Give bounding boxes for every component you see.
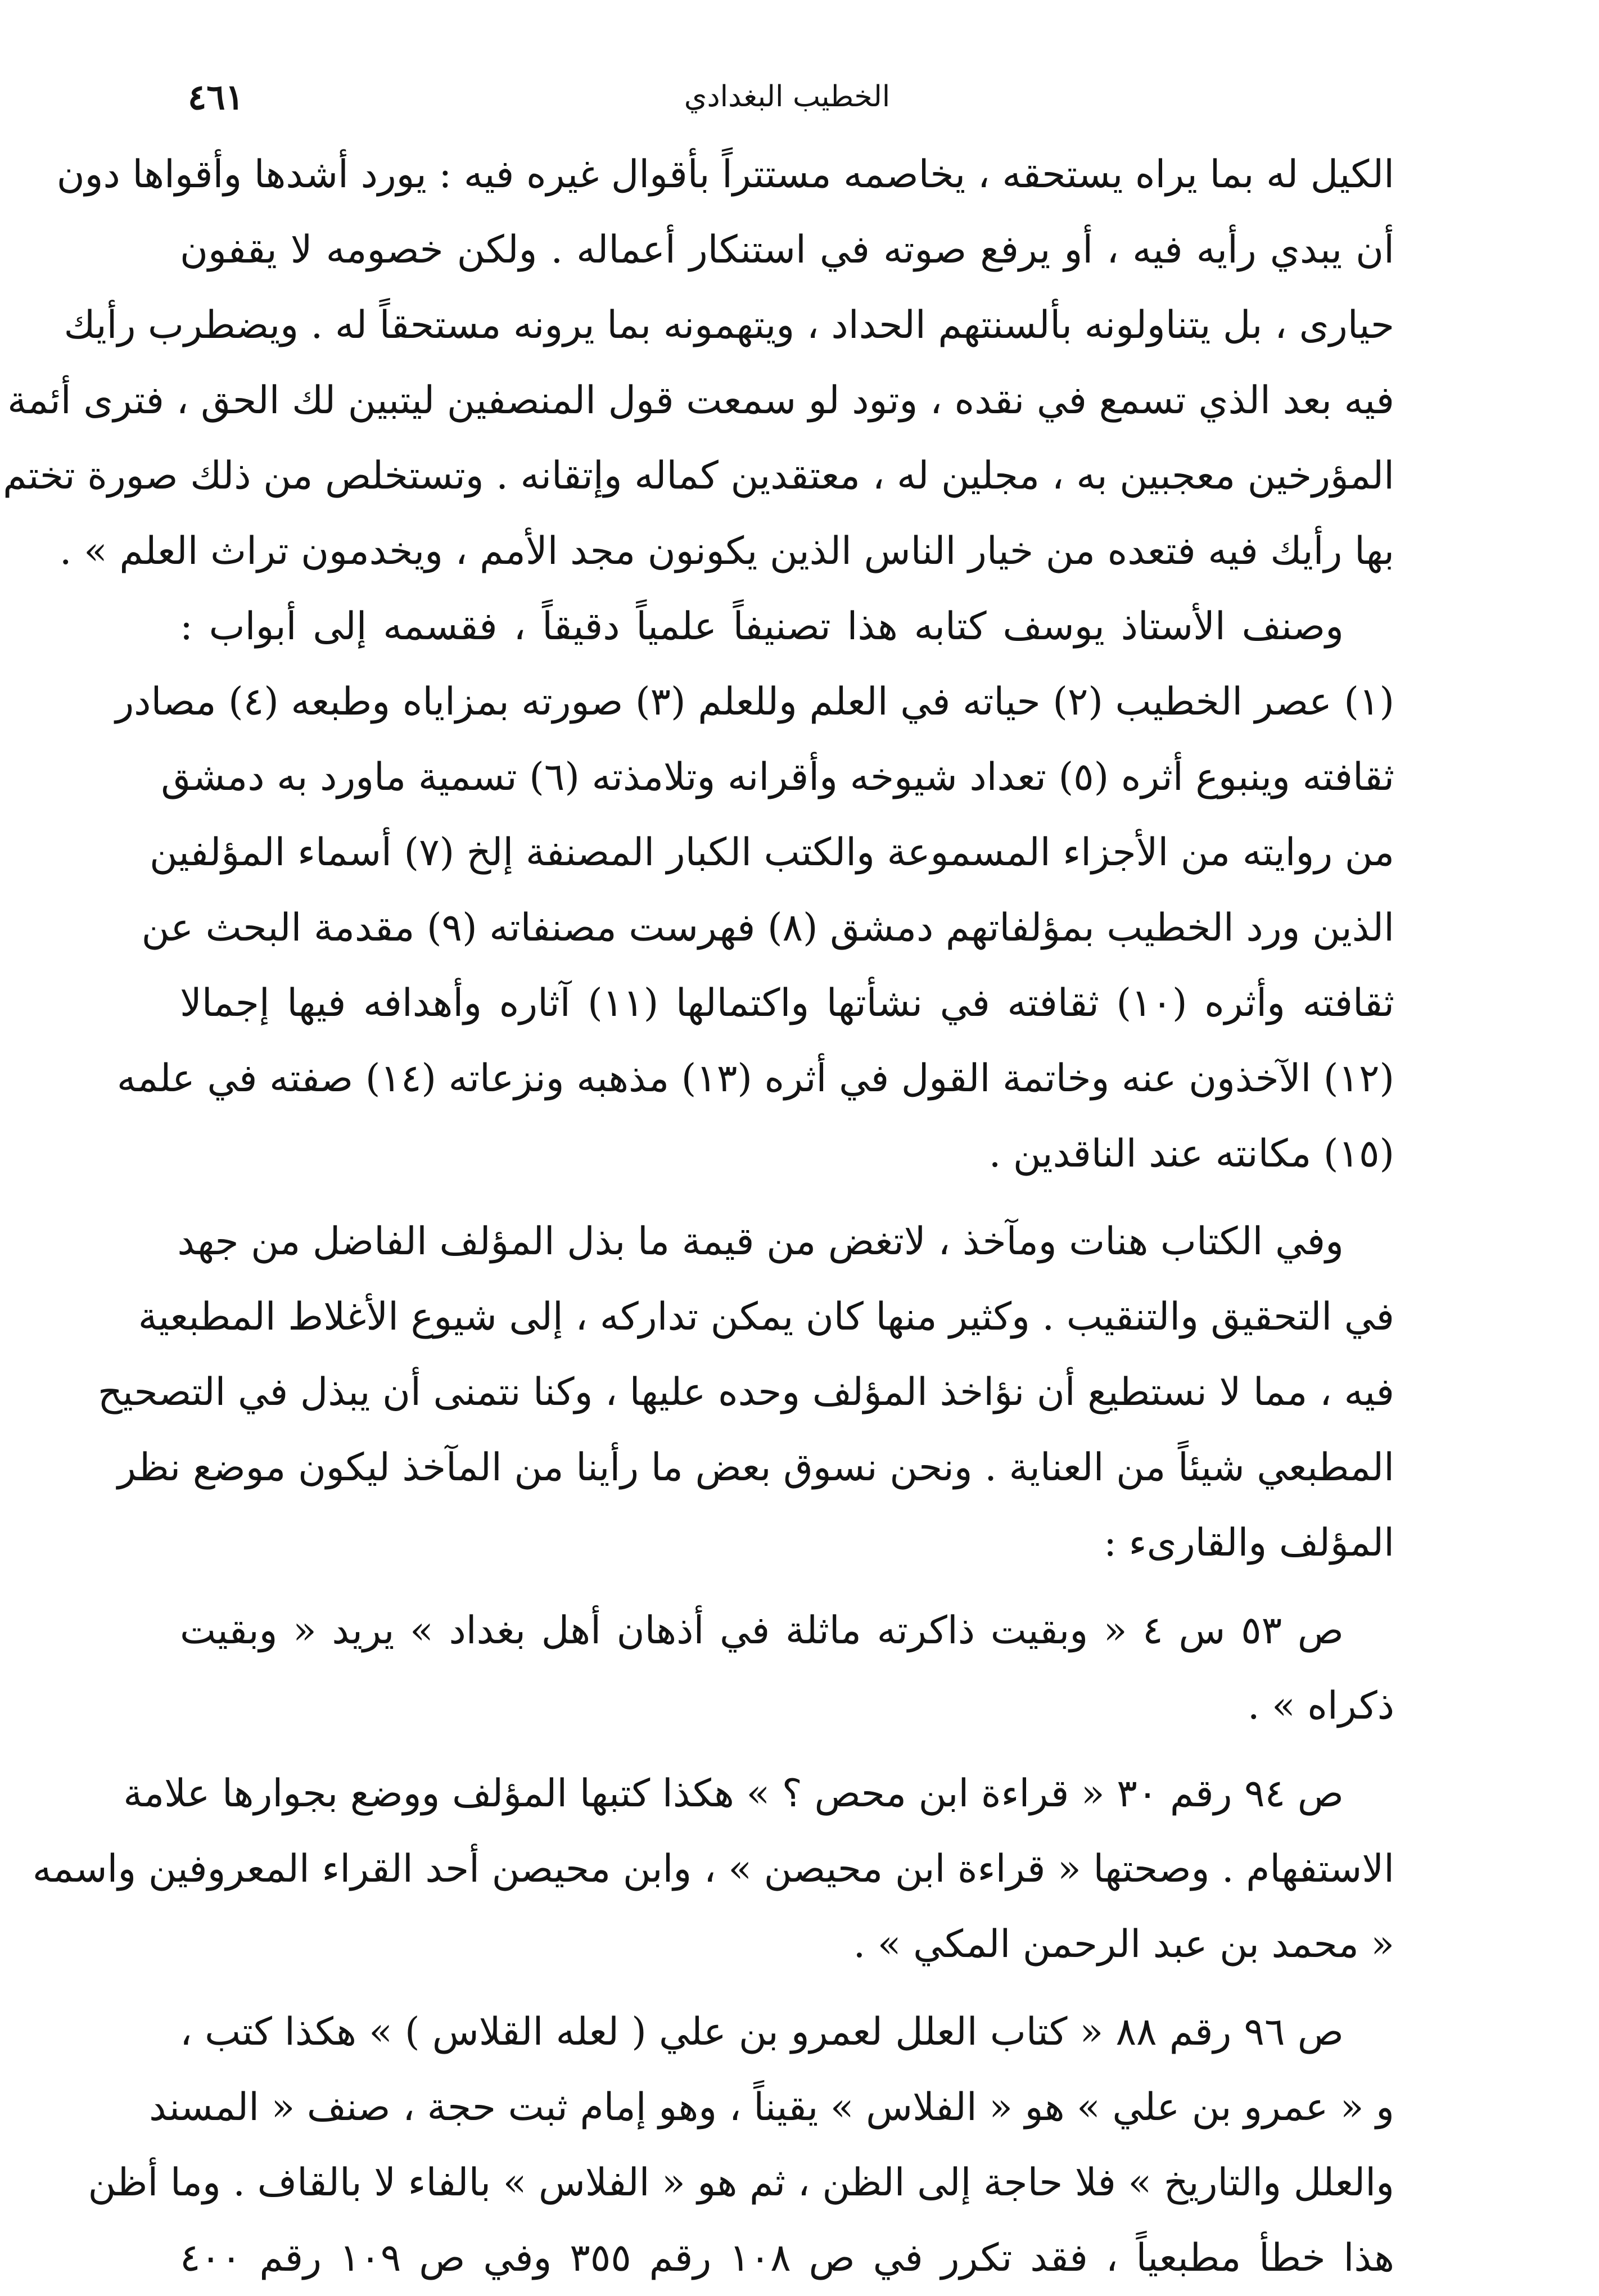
text-line: المؤرخين معجبين به ، مجلين له ، معتقدين كماله وإتقانه . وتستخلص من ذلك صورة تختم [3, 454, 1394, 498]
text-line: الكيل له بما يراه يستحقه ، يخاصمه مستتراً بأقوال غيره فيه : يورد أشدها وأقواها دون [56, 152, 1394, 197]
text-line: من روايته من الأجزاء المسموعة والكتب الكبار المصنفة إلخ (٧) أسماء المؤلفين [150, 830, 1394, 875]
text-line: ثقافته وينبوع أثره (٥) تعداد شيوخه وأقرانه وتلامذته (٦) تسمية ماورد به دمشق [161, 755, 1394, 799]
paragraph-gap [180, 1581, 1394, 1593]
text-line: فيه ، مما لا نستطيع أن نؤاخذ المؤلف وحده عليها ، وكنا نتمنى أن يبذل في التصحيح [98, 1370, 1394, 1414]
text-line: حيارى ، بل يتناولونه بألسنتهم الحداد ، ويتهمونه بما يرونه مستحقاً له . ويضطرب رأيك [64, 303, 1394, 347]
running-title: الخطيب البغدادي [684, 80, 891, 114]
text-line: (١) عصر الخطيب (٢) حياته في العلم وللعلم (٣) صورته بمزاياه وطبعه (٤) مصادر [115, 680, 1394, 724]
text-line: أن يبدي رأيه فيه ، أو يرفع صوته في استنكار أعماله . ولكن خصومه لا يقفون [180, 228, 1394, 272]
text-line: هذا خطأ مطبعياً ، فقد تكرر في ص ١٠٨ رقم ٣٥٥ وفي ص ١٠٩ رقم ٤٠٠ [180, 2236, 1394, 2280]
text-line: ص ٩٦ رقم ٨٨ « كتاب العلل لعمرو بن علي ( لعله القلاس ) » هكذا كتب ، [180, 2010, 1344, 2054]
body-text [3, 137, 1395, 2296]
text-line: (١٢) الآخذون عنه وخاتمة القول في أثره (١٣) مذهبه ونزعاته (١٤) صفته في علمه [116, 1056, 1394, 1101]
text-line: ص ٩٤ رقم ٣٠ « قراءة ابن محص ؟ » هكذا كتبها المؤلف ووضع بجوارها علامة [123, 1771, 1344, 1816]
page-number: ٤٦١ [188, 76, 244, 117]
text-line: فيه بعد الذي تسمع في نقده ، وتود لو سمعت قول المنصفين ليتبين لك الحق ، فترى أئمة [7, 378, 1394, 423]
text-line: الاستفهام . وصحتها « قراءة ابن محيصن » ، وابن محيصن أحد القراء المعروفين واسمه [32, 1847, 1394, 1891]
paragraph-gap [180, 1744, 1394, 1756]
text-line: بها رأيك فيه فتعده من خيار الناس الذين يكونون مجد الأمم ، ويخدمون تراث العلم » . [59, 529, 1394, 573]
text-line: ثقافته وأثره (١٠) ثقافته في نشأتها واكتمالها (١١) آثاره وأهدافه فيها إجمالا [180, 981, 1395, 1025]
book-page [3, 62, 1395, 2280]
text-line: في التحقيق والتنقيب . وكثير منها كان يمكن تداركه ، إلى شيوع الأغلاط المطبعية [138, 1295, 1394, 1339]
text-line: وفي الكتاب هنات ومآخذ ، لاتغض من قيمة ما بذل المؤلف الفاضل من جهد [177, 1219, 1344, 1264]
text-line: ذكراه » . [1247, 1684, 1394, 1728]
text-line: المطبعي شيئاً من العناية . ونحن نسوق بعض ما رأينا من المآخذ ليكون موضع نظر [118, 1445, 1394, 1490]
paragraph-gap [180, 1982, 1394, 1995]
text-line: المؤلف والقارىء : [1104, 1521, 1394, 1565]
text-line: (١٥) مكانته عند الناقدين . [988, 1132, 1394, 1176]
text-line: والعلل والتاريخ » فلا حاجة إلى الظن ، ثم هو « الفلاس » بالفاء لا بالقاف . وما أظن [88, 2161, 1394, 2205]
text-line: الذين ورد الخطيب بمؤلفاتهم دمشق (٨) فهرست مصنفاته (٩) مقدمة البحث عن [141, 906, 1394, 950]
text-line: وصنف الأستاذ يوسف كتابه هذا تصنيفاً علمياً دقيقاً ، فقسمه إلى أبواب : [180, 604, 1344, 649]
text-line: ص ٥٣ س ٤ « وبقيت ذاكرته ماثلة في أذهان أهل بغداد » يريد « وبقيت [180, 1608, 1344, 1653]
paragraph-gap [180, 1192, 1394, 1204]
text-line: و « عمرو بن علي » هو « الفلاس » يقيناً ، وهو إمام ثبت حجة ، صنف « المسند [149, 2085, 1394, 2130]
running-header [180, 62, 1394, 129]
text-line: « محمد بن عبد الرحمن المكي » . [853, 1922, 1394, 1967]
